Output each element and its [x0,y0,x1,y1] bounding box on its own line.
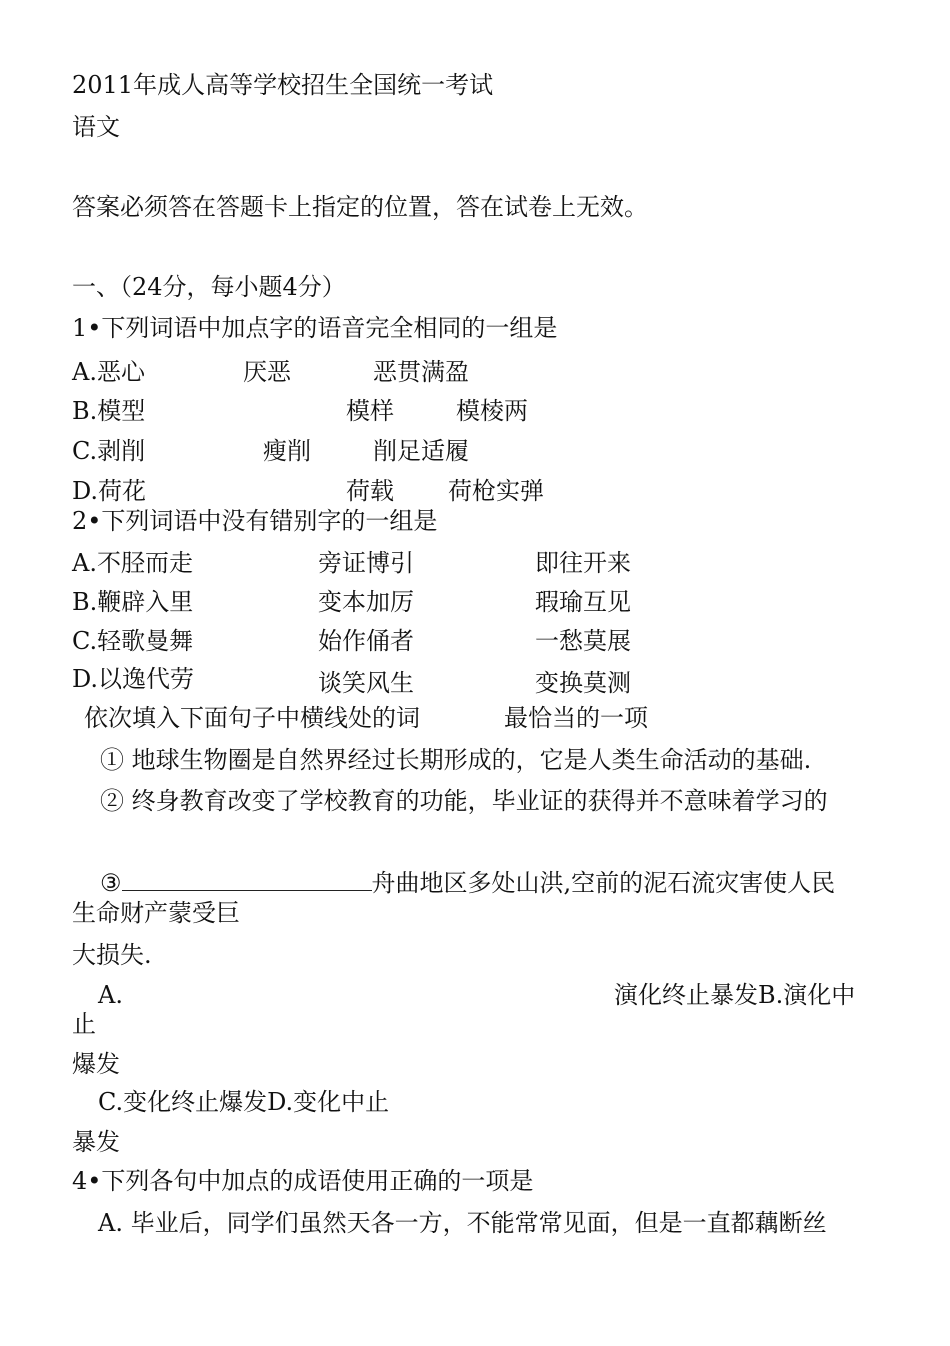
q3-sentence-3-line2: 生命财产蒙受巨 [72,899,240,927]
q3-stem-part1: 依次填入下面句子中横线处的词 [84,704,420,732]
q2-option-c-word2: 始作俑者 [318,627,414,655]
exam-title: 2011年成人高等学校招生全国统一考试 [72,71,494,99]
q3-stem-part2: 最恰当的一项 [504,704,648,732]
q1-option-a: A.恶心 [72,358,145,386]
q3-option-a-cont: 止 [72,1010,96,1038]
q2-option-a: A.不胫而走 [72,549,193,577]
q4-option-a: A. 毕业后，同学们虽然天各一方，不能常常见面，但是一直都藕断丝 [98,1209,827,1237]
q3-option-cd: C.变化终止爆发D.变化中止 [98,1088,390,1116]
q3-sentence-3 [100,868,835,898]
q3-option-a-label: A. [98,981,123,1009]
q1-option-c: C.剥削 [72,437,146,465]
q2-stem: 2•下列词语中没有错别字的一组是 [72,507,438,535]
q4-stem: 4•下列各句中加点的成语使用正确的一项是 [72,1167,534,1195]
q1-stem: 1•下列词语中加点字的语音完全相同的一组是 [72,314,558,342]
q1-option-b-word2: 模样 [346,397,394,425]
q2-option-a-word3: 即往开来 [535,549,631,577]
q3-sentence-3-text: 舟曲地区多处山洪,空前的泥石流灾害使人民 [371,869,836,897]
q2-option-b: B.鞭辟入里 [72,588,194,616]
q2-option-c: C.轻歌曼舞 [72,627,194,655]
q1-option-d-word3: 荷枪实弹 [448,477,544,505]
q2-option-c-word3: 一愁莫展 [535,627,631,655]
q3-sentence-3-line3: 大损失. [72,941,152,969]
instruction-text: 答案必须答在答题卡上指定的位置，答在试卷上无效。 [72,193,648,221]
q1-option-b-word3: 模棱两 [456,397,528,425]
q3-sentence-2: ② 终身教育改变了学校教育的功能，毕业证的获得并不意味着学习的 [100,787,828,815]
q1-option-a-word3: 恶贯满盈 [373,358,469,386]
subject-label: 语文 [72,113,120,141]
q2-option-a-word2: 旁证博引 [318,549,414,577]
q2-option-d: D.以逸代劳 [72,665,195,693]
q3-sentence-3-number: ③ [100,869,122,897]
q2-option-b-word2: 变本加厉 [318,588,414,616]
q2-option-d-word2: 谈笑风生 [318,669,414,697]
q3-option-a-text: 演化终止暴发B.演化中 [614,981,856,1009]
q3-option-a-cont2: 爆发 [72,1050,120,1078]
q1-option-d: D.荷花 [72,477,147,505]
q2-option-d-word3: 变换莫测 [535,669,631,697]
fill-blank [122,868,372,891]
q1-option-d-word2: 荷载 [346,477,394,505]
q1-option-b: B.模型 [72,397,146,425]
q1-option-a-word2: 厌恶 [243,358,291,386]
q2-option-b-word3: 瑕瑜互见 [535,588,631,616]
section-heading: 一、（24分，每小题4分） [72,273,346,301]
q3-sentence-1: ① 地球生物圈是自然界经过长期形成的，它是人类生命活动的基础. [100,746,812,774]
q3-option-cd-cont: 暴发 [72,1128,120,1156]
q1-option-c-word3: 削足适履 [373,437,469,465]
q1-option-c-word2: 瘦削 [263,437,311,465]
